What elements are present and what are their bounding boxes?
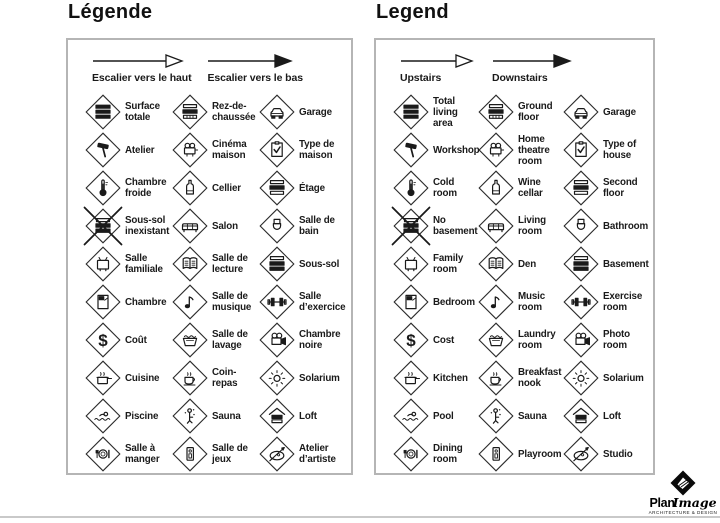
legend-item-label: Coût <box>125 334 147 346</box>
legend-item <box>562 283 647 321</box>
stairs-up-label: Escalier vers le haut <box>92 72 192 84</box>
legend-item-label: Workshop <box>433 144 480 156</box>
palette-icon <box>562 435 600 473</box>
legend-item <box>258 169 345 207</box>
legend-item <box>477 359 562 397</box>
legend-item-label: Salle de lavage <box>212 329 248 351</box>
legend-item <box>477 93 562 131</box>
hammer-icon <box>84 131 122 169</box>
logo-tagline: ARCHITECTURE & DESIGN <box>648 510 718 515</box>
hammer-icon <box>392 131 430 169</box>
camera-icon <box>562 321 600 359</box>
legend-item <box>392 131 480 169</box>
legend-item <box>84 397 171 435</box>
legend-item <box>477 169 562 207</box>
legend-item <box>392 169 477 207</box>
car-icon <box>258 93 296 131</box>
coffee-cup-icon <box>477 359 515 397</box>
second-floor-icon <box>562 169 600 207</box>
legend-item <box>562 359 647 397</box>
sauna-person-icon <box>477 397 515 435</box>
legend-item-label: Garage <box>299 106 332 118</box>
legend-item-label: Surface totale <box>125 101 160 123</box>
dollar-icon <box>84 321 122 359</box>
legend-item-label: Wine cellar <box>518 177 543 199</box>
sun-icon <box>562 359 600 397</box>
stairs-down-label: Escalier vers le bas <box>207 72 303 84</box>
page-title-fr: Légende <box>68 1 153 23</box>
legend-item <box>477 397 562 435</box>
ground-floor-icon <box>477 93 515 131</box>
legend-item-label: Laundry room <box>518 329 556 351</box>
legend-item-label: Loft <box>299 410 317 422</box>
legend-item-label: Photo room <box>603 329 630 351</box>
swimmer-icon <box>392 397 430 435</box>
legend-item-label: Piscine <box>125 410 159 422</box>
plate-cutlery-icon <box>392 435 430 473</box>
wine-bottle-icon <box>477 169 515 207</box>
legend-item-label: Étage <box>299 182 325 194</box>
planimage-logo-icon <box>670 470 696 496</box>
legend-item-label: Cuisine <box>125 372 160 384</box>
legend-item <box>171 245 258 283</box>
legend-item-label: Living room <box>518 215 546 237</box>
legend-item-label: Family room <box>433 253 464 275</box>
legend-item-label: Chambre froide <box>125 177 167 199</box>
legend-item <box>258 93 345 131</box>
legend-item <box>84 245 171 283</box>
swimmer-icon <box>84 397 122 435</box>
legend-grid-fr <box>84 93 345 473</box>
legend-item-label: Sous-sol <box>299 258 340 270</box>
open-book-icon <box>171 245 209 283</box>
legend-item <box>84 435 171 473</box>
sauna-person-icon <box>171 397 209 435</box>
cooking-pot-icon <box>84 359 122 397</box>
legend-item-label: Atelier <box>125 144 155 156</box>
planimage-logo-text <box>648 497 718 509</box>
camera-icon <box>258 321 296 359</box>
legend-item <box>84 131 171 169</box>
legend-item-label: Loft <box>603 410 621 422</box>
legend-item <box>258 359 345 397</box>
legend-item-label: Total living area <box>433 95 458 129</box>
legend-item <box>392 359 477 397</box>
legend-item <box>392 93 477 131</box>
svg-text:$: $ <box>406 330 416 350</box>
legend-item-label: Salle de bain <box>299 215 335 237</box>
stairs-up-label: Upstairs <box>400 72 442 84</box>
legend-item-label: Chambre noire <box>299 329 341 351</box>
sun-icon <box>258 359 296 397</box>
legend-item <box>477 283 562 321</box>
legend-item <box>392 207 477 245</box>
legend-item-label: Salle familiale <box>125 253 163 275</box>
legend-item-label: Salle de jeux <box>212 443 248 465</box>
legend-item-label: Den <box>518 258 537 270</box>
legend-item <box>392 245 477 283</box>
legend-item-label: Coin-repas <box>212 367 238 389</box>
stairs-up-arrow-icon <box>92 53 188 69</box>
legend-item <box>392 397 477 435</box>
basement-icon <box>562 245 600 283</box>
legend-item <box>392 435 477 473</box>
page-bottom-divider <box>0 516 720 518</box>
car-icon <box>562 93 600 131</box>
legend-item-label: Bathroom <box>603 220 649 232</box>
legend-panel-fr <box>66 38 353 475</box>
ground-floor-icon <box>171 93 209 131</box>
tv-icon <box>84 245 122 283</box>
layers-total-icon <box>392 93 430 131</box>
page-title-en: Legend <box>376 1 449 23</box>
legend-item <box>562 321 647 359</box>
legend-item-label: Home theatre room <box>518 133 550 167</box>
legend-item-label: Playroom <box>518 448 562 460</box>
dumbbell-icon <box>258 283 296 321</box>
legend-item <box>84 93 171 131</box>
dumbbell-icon <box>562 283 600 321</box>
legend-item <box>477 435 562 473</box>
dollar-icon <box>392 321 430 359</box>
stairs-down-group <box>207 53 303 84</box>
legend-item-label: Solarium <box>603 372 644 384</box>
legend-item <box>258 131 345 169</box>
legend-item <box>258 321 345 359</box>
legend-item <box>562 397 647 435</box>
legend-item <box>171 397 258 435</box>
legend-item <box>562 131 647 169</box>
plate-cutlery-icon <box>84 435 122 473</box>
legend-item <box>171 93 258 131</box>
legend-item <box>171 435 258 473</box>
legend-item-label: Cinéma maison <box>212 139 247 161</box>
svg-text:$: $ <box>98 330 108 350</box>
legend-item <box>258 397 345 435</box>
projector-icon <box>171 131 209 169</box>
legend-item-label: Salle de musique <box>212 291 252 313</box>
legend-item <box>171 283 258 321</box>
legend-item <box>258 245 345 283</box>
legend-item <box>477 131 562 169</box>
legend-item-label: Salle d’exercice <box>299 291 346 313</box>
stair-arrows <box>400 53 647 84</box>
stairs-down-group <box>492 53 574 84</box>
legend-item-label: Chambre <box>125 296 167 308</box>
music-note-icon <box>171 283 209 321</box>
bed-icon <box>84 283 122 321</box>
legend-item <box>171 321 258 359</box>
checklist-icon <box>258 131 296 169</box>
legend-item-label: Second floor <box>603 177 638 199</box>
second-floor-icon <box>258 169 296 207</box>
loft-icon <box>258 397 296 435</box>
laundry-icon <box>171 321 209 359</box>
legend-item <box>562 207 647 245</box>
legend-item-label: Breakfast nook <box>518 367 562 389</box>
game-room-icon <box>477 435 515 473</box>
legend-item-label: Salle de lecture <box>212 253 248 275</box>
no-basement-icon <box>84 207 122 245</box>
legend-item <box>562 93 647 131</box>
legend-item-label: Cold room <box>433 177 457 199</box>
legend-item-label: Sous-sol inexistant <box>125 215 170 237</box>
palette-icon <box>258 435 296 473</box>
projector-icon <box>477 131 515 169</box>
legend-item <box>84 169 171 207</box>
legend-item <box>84 283 171 321</box>
legend-item <box>562 435 647 473</box>
legend-item-label: Rez-de-chaussée <box>212 101 256 123</box>
legend-item-label: Solarium <box>299 372 340 384</box>
thermometer-icon <box>392 169 430 207</box>
legend-item-label: Basement <box>603 258 649 270</box>
basement-icon <box>258 245 296 283</box>
no-basement-icon <box>392 207 430 245</box>
legend-item-label: Garage <box>603 106 636 118</box>
stairs-up-arrow-icon <box>400 53 476 69</box>
legend-grid-en <box>392 93 647 473</box>
legend-panel-en <box>374 38 655 475</box>
legend-item-label: Ground floor <box>518 101 553 123</box>
checklist-icon <box>562 131 600 169</box>
legend-item <box>258 435 345 473</box>
legend-item <box>84 321 171 359</box>
logo-plan-text: Plan <box>649 496 675 510</box>
legend-item-label: Cost <box>433 334 455 346</box>
coffee-cup-icon <box>171 359 209 397</box>
legend-item-label: Atelier d’artiste <box>299 443 336 465</box>
legend-item <box>477 245 562 283</box>
legend-item-label: Type of house <box>603 139 637 161</box>
stairs-down-label: Downstairs <box>492 72 548 84</box>
legend-item-label: Salon <box>212 220 238 232</box>
legend-item-label: Pool <box>433 410 454 422</box>
legend-item <box>84 359 171 397</box>
legend-item-label: No basement <box>433 215 478 237</box>
cooking-pot-icon <box>392 359 430 397</box>
layers-total-icon <box>84 93 122 131</box>
legend-item <box>562 245 647 283</box>
legend-item-label: Exercise room <box>603 291 643 313</box>
legend-item <box>258 207 345 245</box>
music-note-icon <box>477 283 515 321</box>
legend-item <box>171 169 258 207</box>
stairs-up-group <box>400 53 476 84</box>
loft-icon <box>562 397 600 435</box>
planimage-logo <box>648 470 718 515</box>
legend-item-label: Type de maison <box>299 139 335 161</box>
open-book-icon <box>477 245 515 283</box>
legend-item <box>171 359 258 397</box>
legend-item-label: Kitchen <box>433 372 468 384</box>
legend-item <box>258 283 345 321</box>
game-room-icon <box>171 435 209 473</box>
legend-item-label: Dining room <box>433 443 463 465</box>
legend-item <box>562 169 647 207</box>
laundry-icon <box>477 321 515 359</box>
bed-icon <box>392 283 430 321</box>
thermometer-icon <box>84 169 122 207</box>
stairs-down-arrow-icon <box>207 53 297 69</box>
toilet-icon <box>258 207 296 245</box>
stair-arrows <box>92 53 345 84</box>
legend-item-label: Studio <box>603 448 633 460</box>
tv-icon <box>392 245 430 283</box>
legend-item <box>392 321 477 359</box>
legend-item-label: Bedroom <box>433 296 475 308</box>
wine-bottle-icon <box>171 169 209 207</box>
legend-item-label: Sauna <box>518 410 547 422</box>
legend-item <box>171 207 258 245</box>
legend-item <box>84 207 171 245</box>
legend-item <box>477 207 562 245</box>
toilet-icon <box>562 207 600 245</box>
sofa-icon <box>171 207 209 245</box>
legend-item <box>171 131 258 169</box>
stairs-up-group <box>92 53 191 84</box>
legend-item <box>392 283 477 321</box>
legend-item-label: Salle à manger <box>125 443 160 465</box>
logo-image-text: Image <box>672 495 717 510</box>
sofa-icon <box>477 207 515 245</box>
legend-item <box>477 321 562 359</box>
legend-item-label: Sauna <box>212 410 241 422</box>
stairs-down-arrow-icon <box>492 53 574 69</box>
legend-item-label: Music room <box>518 291 546 313</box>
legend-item-label: Cellier <box>212 182 241 194</box>
